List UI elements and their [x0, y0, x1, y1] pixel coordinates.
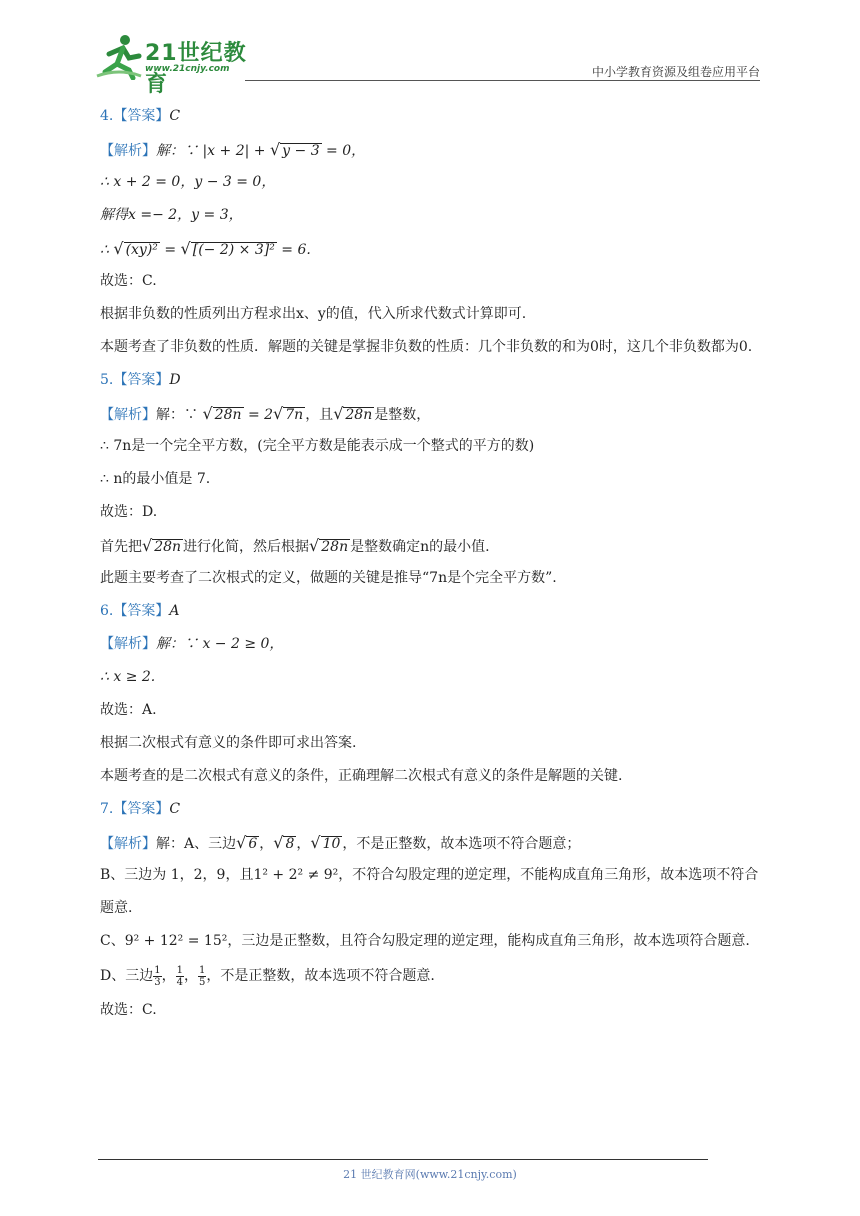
runner-logo-icon — [95, 32, 143, 80]
q6-line-1: 【解析】解：∵ x − 2 ≥ 0， — [100, 636, 284, 652]
header-rule — [245, 80, 760, 81]
q6-line-2: ∴ x ≥ 2. — [100, 669, 156, 685]
q7-line-2: B、三边为 1，2，9，且1² + 2² ≠ 9²，不符合勾股定理的逆定理，不能构成直角三角形，故本选项不符合题意. — [100, 867, 759, 916]
q5-line-4: 故选：D. — [100, 504, 158, 520]
logo — [95, 30, 265, 97]
q4-line-7: 本题考查了非负数的性质．解题的关键是掌握非负数的性质：几个非负数的和为0时，这几个非负数都为0. — [100, 339, 753, 355]
q4-answer: 4.【答案】C — [100, 108, 181, 124]
q4-line-4: ∴ √ (xy)² = √ [(− 2) × 3]² = 6. — [100, 239, 311, 258]
q4-line-6: 根据非负数的性质列出方程求出x、y的值，代入所求代数式计算即可. — [100, 306, 527, 322]
q5-line-1: 【解析】解：∵ √ 28n = 2√ 7n ，且√ 28n 是整数， — [100, 404, 431, 423]
answer-content — [100, 100, 770, 1027]
q7-line-3: C、9² + 12² = 15²，三边是正整数，且符合勾股定理的逆定理，能构成直角三角形，故本选项符合题意. — [100, 933, 750, 949]
header-tagline: 中小学教育资源及组卷应用平台 — [591, 65, 760, 79]
q5-line-2: ∴ 7n是一个完全平方数，(完全平方数是能表示成一个整式的平方的数) — [100, 438, 535, 454]
q5-line-5: 首先把√ 28n 进行化简，然后根据√ 28n 是整数确定n的最小值. — [100, 536, 490, 555]
q6-answer: 6.【答案】A — [100, 603, 180, 619]
fraction-1-3: $\frac{1}{3}$ — [154, 964, 161, 988]
q7-line-1: 【解析】解：A、三边√ 6 ，√ 8 ，√ 10 ，不是正整数，故本选项不符合题意； — [100, 833, 581, 852]
q7-line-5: 故选：C. — [100, 1002, 157, 1018]
fraction-1-5: $\frac{1}{5}$ — [198, 964, 206, 988]
q7-line-4: D、三边 $\frac{1}{3}$ ， $\frac{1}{4}$ ， $\frac{1}{5}$ ，不是正整数，故本选项不符合题意. — [100, 964, 435, 988]
q6-line-4: 根据二次根式有意义的条件即可求出答案. — [100, 735, 357, 751]
fraction-1-4: $\frac{1}{4}$ — [176, 964, 183, 988]
q4-line-3: 解得x =− 2，y = 3， — [100, 207, 243, 223]
page-header — [95, 30, 760, 97]
q5-line-3: ∴ n的最小值是 7. — [100, 471, 211, 487]
q5-answer: 5.【答案】D — [100, 372, 181, 388]
q7-answer: 7.【答案】C — [100, 801, 181, 817]
q4-line-5: 故选：C. — [100, 273, 157, 289]
q6-line-5: 本题考查的是二次根式有意义的条件，正确理解二次根式有意义的条件是解题的关键. — [100, 768, 623, 784]
q4-line-2: ∴ x + 2 = 0，y − 3 = 0， — [100, 174, 276, 190]
logo-brand: 21世纪教育 — [145, 41, 247, 97]
q5-line-6: 此题主要考查了二次根式的定义，做题的关键是推导“7n是个完全平方数”. — [100, 570, 557, 586]
footer-rule — [98, 1159, 708, 1160]
q6-line-3: 故选：A. — [100, 702, 157, 718]
logo-url: www.21cnjy.com — [145, 64, 230, 74]
page-footer: 21 世纪教育网(www.21cnjy.com) — [343, 1168, 517, 1181]
q4-line-1: 【解析】解：∵ |x + 2| + √ y − 3 = 0， — [100, 140, 366, 159]
